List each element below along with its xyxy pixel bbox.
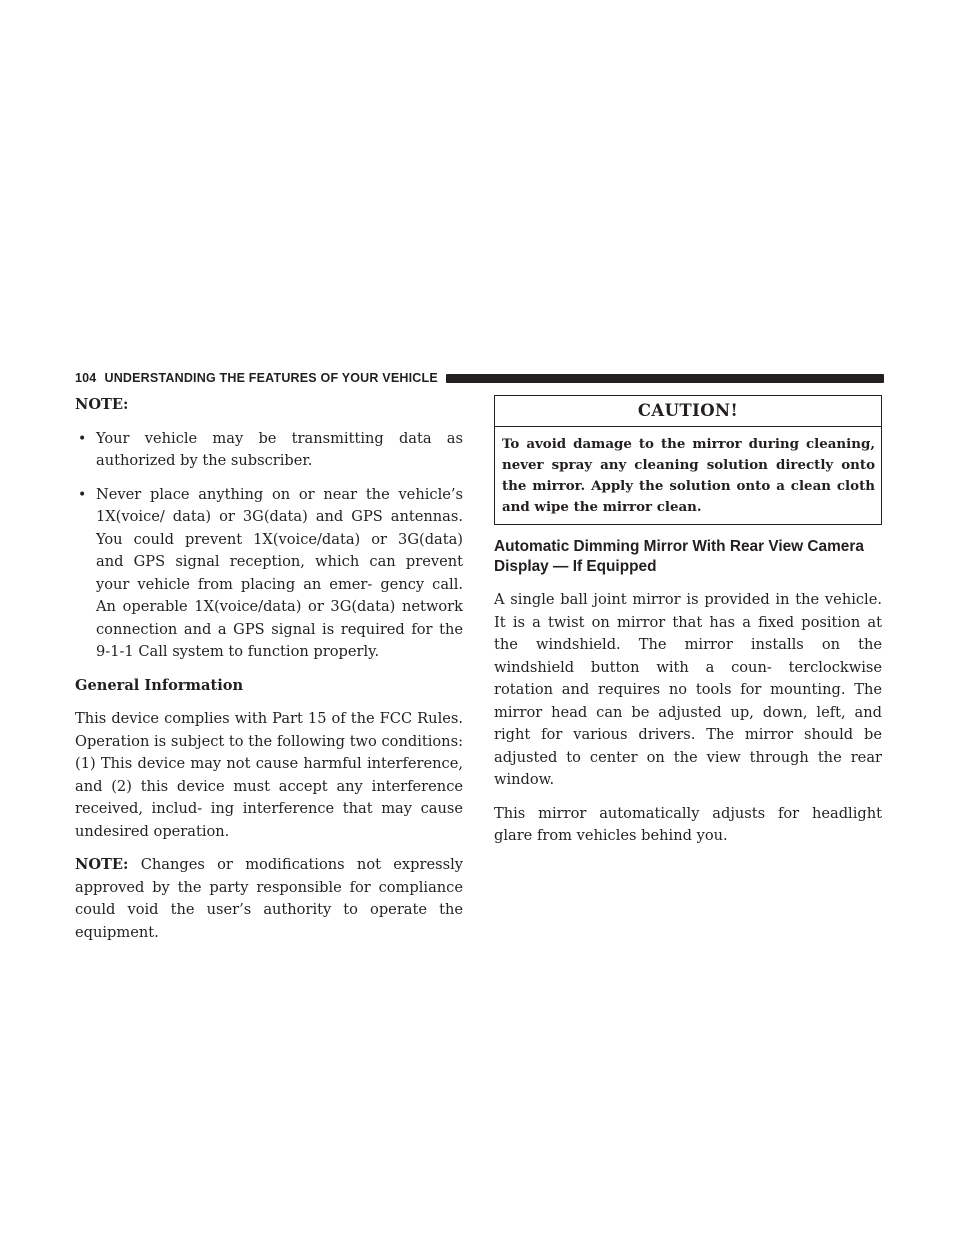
right-column [494,392,882,859]
list-item-text: Your vehicle may be transmitting data as authorized by the subscriber. [96,429,463,469]
caution-box [494,395,882,525]
list-item [75,428,463,473]
mirror-paragraph: A single ball joint mirror is provided in the vehicle. It is a twist on mirror that has a fixed position at the windshield. The mirror installs on the windshield button with a coun- terclockwise rotation and requires no tools for mounting. The mirror head can be adjusted up, down, left, and right for various drivers. The mirror should be adjusted to center on the view through the rear window. [494,591,882,789]
caution-title: CAUTION! [495,396,881,427]
list-item-text: Never place anything on or near the vehicle’s 1X(voice/ data) or 3G(data) and GPS antennas. You could prevent 1X(voice/data) or 3G(data) and GPS signal reception, which can prevent your vehicle from placing an emer- gency call. An operable 1X(voice/data) or 3G(data) network connection and a GPS signal is required for the 9-1-1 Call system to function properly. [96,485,463,660]
caution-text: To avoid damage to the mirror during cleaning, never spray any cleaning solution directly onto the mirror. Apply the solution onto a clean cloth and wipe the mirror clean. [502,435,875,516]
header-rule [446,374,884,383]
bullet-icon: • [78,430,87,447]
note2-label: NOTE: [75,856,129,873]
bullet-icon: • [78,486,87,503]
fcc-paragraph: This device complies with Part 15 of the FCC Rules. Operation is subject to the following two conditions: (1) This device may not cause harmful interference, and (2) this device must accept any interference received, includ- ing interference that may cause undesired operation. [75,710,463,840]
list-item [75,484,463,664]
note-bullet-list [75,428,463,664]
note2-text: Changes or modifications not expressly approved by the party responsible for compliance could void the user’s authority to operate the equipment. [75,856,463,941]
page-number: 104 [75,371,97,385]
note-label: NOTE: [75,396,129,413]
section-title: Automatic Dimming Mirror With Rear View Camera Display — If Equipped [494,538,864,576]
left-column [75,392,463,955]
page-header [75,370,884,386]
chapter-title: UNDERSTANDING THE FEATURES OF YOUR VEHICLE [104,371,438,385]
glare-paragraph: This mirror automatically adjusts for headlight glare from vehicles behind you. [494,804,882,845]
general-information-heading: General Information [75,676,244,694]
note-paragraph [75,854,463,944]
